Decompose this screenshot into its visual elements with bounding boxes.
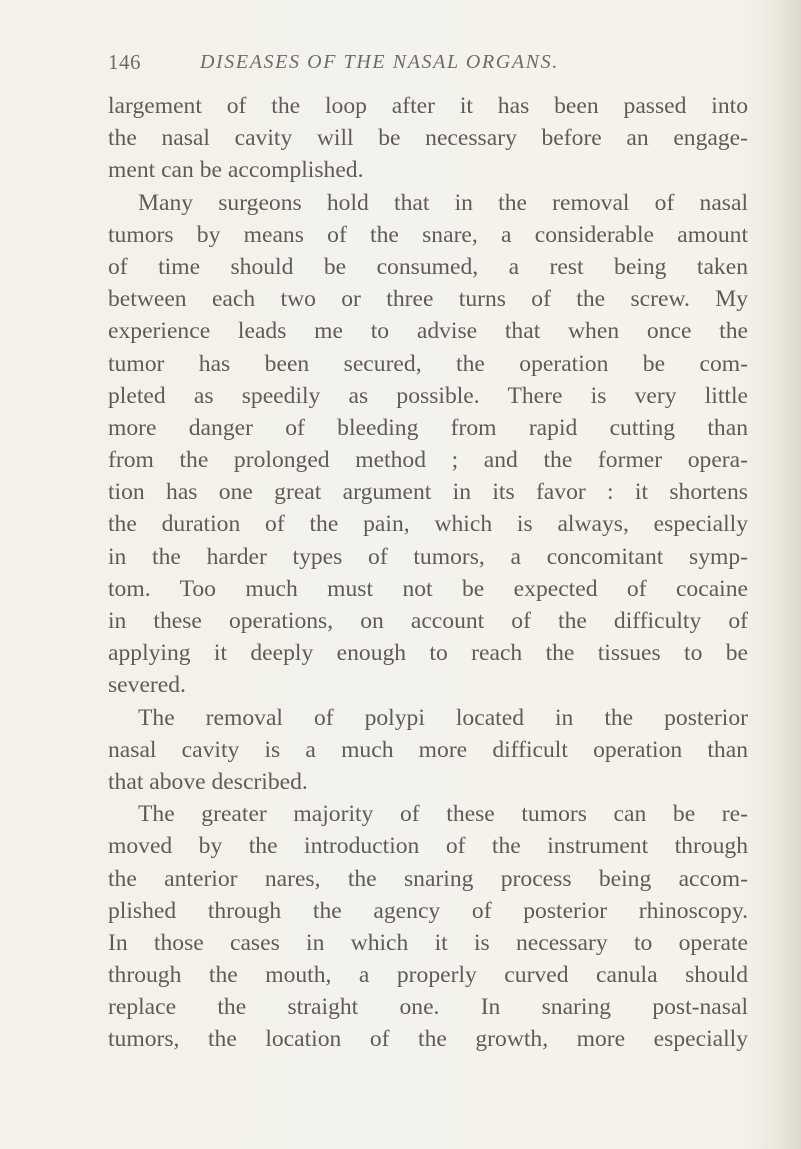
text-line: the anterior nares, the snaring process being accom- (108, 865, 748, 892)
text-line: the nasal cavity will be necessary before an engage- (108, 125, 748, 152)
text-line: The greater majority of these tumors can be re- (138, 801, 748, 828)
text-line: Many surgeons hold that in the removal of nasal (138, 189, 748, 216)
text-line: the duration of the pain, which is always, especially (108, 511, 748, 538)
text-line: nasal cavity is a much more difficult operation than (108, 736, 748, 763)
page-number: 146 (108, 50, 141, 74)
text-line: largement of the loop after it has been passed into (108, 93, 748, 119)
text-line: from the prolonged method ; and the former opera- (108, 447, 748, 474)
text-line: tumors by means of the snare, a considerable amount (108, 221, 748, 248)
text-line: replace the straight one. In snaring post-nasal (108, 994, 748, 1021)
page-header (108, 50, 748, 84)
text-line: tumors, the location of the growth, more especially (108, 1026, 748, 1053)
text-line: in the harder types of tumors, a concomitant symp- (108, 543, 748, 570)
text-line: tumor has been secured, the operation be com- (108, 350, 748, 377)
text-line: ment can be accomplished. (108, 157, 364, 184)
text-line: in these operations, on account of the difficulty of (108, 608, 748, 634)
text-line: more danger of bleeding from rapid cutting than (108, 414, 748, 441)
text-line: between each two or three turns of the screw. My (108, 286, 748, 313)
text-line: through the mouth, a properly curved canula should (108, 962, 748, 989)
text-line: applying it deeply enough to reach the tissues to be (108, 640, 748, 667)
text-line: tion has one great argument in its favor : it shortens (108, 479, 748, 506)
running-head: DISEASES OF THE NASAL ORGANS. (200, 51, 559, 73)
text-line: severed. (108, 672, 186, 699)
text-line: that above described. (108, 768, 308, 795)
text-line: The removal of polypi located in the posterior (138, 704, 748, 731)
text-line: of time should be consumed, a rest being taken (108, 253, 748, 280)
text-line: In those cases in which it is necessary to operate (108, 929, 748, 956)
body-text (108, 90, 748, 1056)
text-line: plished through the agency of posterior rhinoscopy. (108, 897, 748, 924)
text-line: tom. Too much must not be expected of cocaine (108, 575, 748, 602)
text-line: experience leads me to advise that when once the (108, 318, 748, 345)
text-line: moved by the introduction of the instrument through (108, 833, 748, 860)
text-line: pleted as speedily as possible. There is very little (108, 382, 748, 409)
